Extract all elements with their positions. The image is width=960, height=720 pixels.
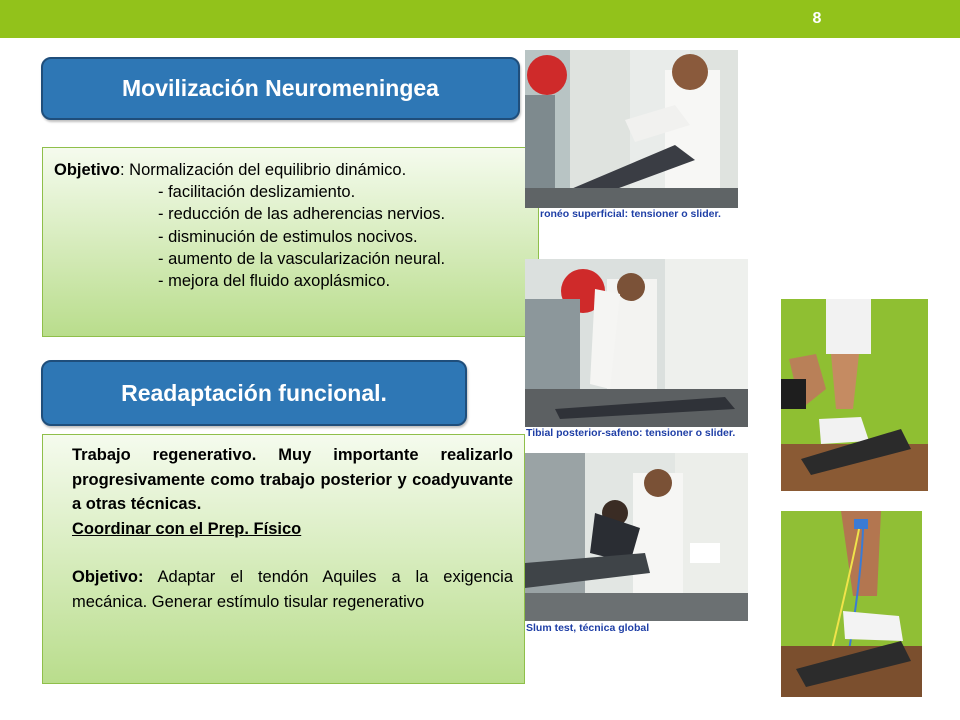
objective-line [54,159,526,181]
objective-item: - facilitación deslizamiento. [158,183,356,202]
photo-3-illustration [525,453,748,621]
photo-4-illustration [781,299,928,491]
readaptation-box [42,434,525,684]
page-number: 8 [812,10,822,27]
section-title-neuromeningea [41,57,520,120]
coordinate-line [72,517,513,542]
readaptation-objective-text: Adaptar el tendón Aquiles a la exigencia mecánica. Generar estímulo tisular regenerativo [72,568,513,611]
section-title-neuromeningea-text: Movilización Neuromeningea [122,75,439,101]
objective-item: - reducción de las adherencias nervios. [158,205,446,224]
photo-2-illustration [525,259,748,427]
spacer [72,541,513,565]
objective-box-neuromeningea [42,147,539,337]
section-title-readaptacion [41,360,467,426]
photo-tibial-posterior [525,259,748,427]
objective-label: Objetivo [54,161,121,179]
caption-photo-1: ronéo superficial: tensioner o slider. [540,208,721,220]
section-title-readaptacion-text: Readaptación funcional. [121,380,387,406]
photo-5-illustration [781,511,922,697]
photo-1-illustration [525,50,738,208]
caption-photo-2: Tibial posterior-safeno: tensioner o slider. [526,427,736,439]
objective-text: : Normalización del equilibrio dinámico. [120,161,407,179]
readaptation-objective [72,565,513,614]
photo-peroneo-superficial [525,50,738,208]
coordinate-text: Coordinar con el Prep. Físico [72,519,302,538]
regenerative-work-text: Trabajo regenerativo. Muy importante realizarlo progresivamente como trabajo posterior y coadyuvante a otras técnicas. [72,446,513,513]
objective-item: - mejora del fluido axoplásmico. [158,271,391,290]
readaptation-objective-label: Objetivo: [72,568,144,586]
photo-ramp-exercise-1 [781,299,928,491]
caption-photo-3: Slum test, técnica global [526,622,650,634]
photo-ramp-exercise-2 [781,511,922,697]
objective-item: - disminución de estimulos nocivos. [158,227,418,246]
objective-item: - aumento de la vascularización neural. [158,249,446,268]
photo-slum-test [525,453,748,621]
